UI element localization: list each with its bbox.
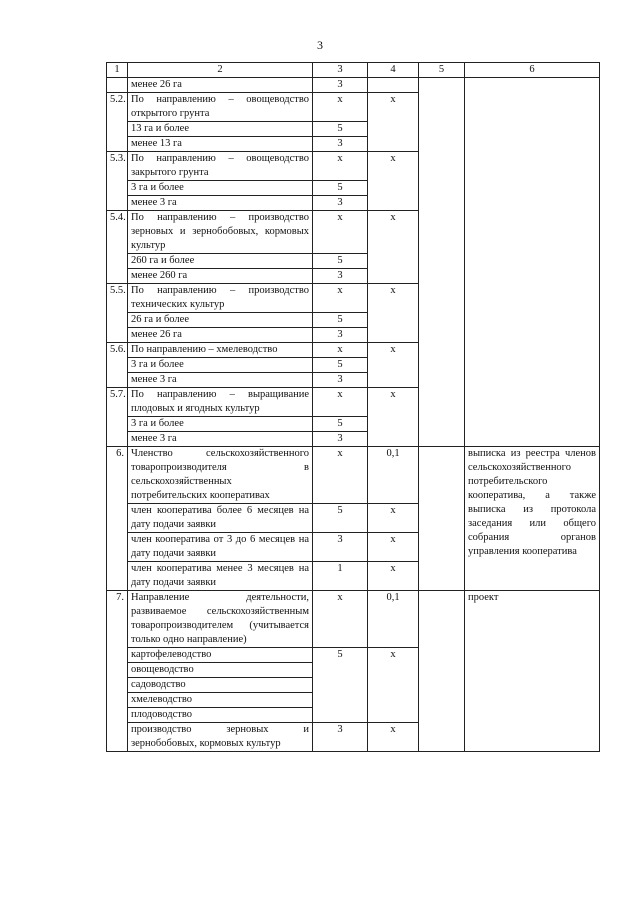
criterion-text: член кооператива более 6 месяцев на дату подачи заявки bbox=[128, 504, 313, 533]
criterion-text: менее 3 га bbox=[128, 196, 313, 211]
score-cell: 3 bbox=[313, 78, 368, 93]
criterion-text: менее 260 га bbox=[128, 269, 313, 284]
document-cell: проект bbox=[465, 591, 600, 752]
score-cell: х bbox=[313, 211, 368, 254]
item-number: 5.7. bbox=[107, 388, 128, 447]
column-5-cell bbox=[419, 78, 465, 447]
item-number: 5.4. bbox=[107, 211, 128, 284]
criterion-text: менее 3 га bbox=[128, 373, 313, 388]
score-cell: х bbox=[313, 591, 368, 648]
criterion-text: По направлению – выращивание плодовых и ягодных культур bbox=[128, 388, 313, 417]
weight-cell: х bbox=[368, 284, 419, 343]
score-cell: 3 bbox=[313, 533, 368, 562]
criterion-text: член кооператива менее 3 месяцев на дату подачи заявки bbox=[128, 562, 313, 591]
score-cell: 3 bbox=[313, 723, 368, 752]
item-number bbox=[107, 78, 128, 93]
weight-cell: 0,1 bbox=[368, 447, 419, 504]
criterion-text: 13 га и более bbox=[128, 122, 313, 137]
criterion-text: 3 га и более bbox=[128, 358, 313, 373]
criterion-text: менее 13 га bbox=[128, 137, 313, 152]
weight-cell: х bbox=[368, 343, 419, 388]
header-cell: 6 bbox=[465, 63, 600, 78]
criterion-text: хмелеводство bbox=[128, 693, 313, 708]
score-cell: 5 bbox=[313, 648, 368, 723]
criterion-text: производство зерновых и зернобобовых, кормовых культур bbox=[128, 723, 313, 752]
score-cell: 3 bbox=[313, 137, 368, 152]
score-cell: х bbox=[313, 284, 368, 313]
score-cell: 3 bbox=[313, 432, 368, 447]
criteria-table bbox=[106, 62, 600, 752]
criterion-text: По направлению – производство технических культур bbox=[128, 284, 313, 313]
criterion-text: овощеводство bbox=[128, 663, 313, 678]
item-number: 7. bbox=[107, 591, 128, 752]
score-cell: 5 bbox=[313, 417, 368, 432]
score-cell: 5 bbox=[313, 358, 368, 373]
item-number: 6. bbox=[107, 447, 128, 591]
criterion-text: По направлению – овощеводство открытого грунта bbox=[128, 93, 313, 122]
score-cell: х bbox=[313, 343, 368, 358]
weight-cell: х bbox=[368, 388, 419, 447]
criterion-text: По направлению – овощеводство закрытого грунта bbox=[128, 152, 313, 181]
criterion-text: 26 га и более bbox=[128, 313, 313, 328]
score-cell: х bbox=[313, 388, 368, 417]
header-cell: 4 bbox=[368, 63, 419, 78]
criterion-text: По направлению – хмелеводство bbox=[128, 343, 313, 358]
header-cell: 2 bbox=[128, 63, 313, 78]
weight-cell: 0,1 bbox=[368, 591, 419, 648]
weight-cell: х bbox=[368, 152, 419, 211]
score-cell: 5 bbox=[313, 122, 368, 137]
criterion-text: По направлению – производство зерновых и зернобобовых, кормовых культур bbox=[128, 211, 313, 254]
score-cell: х bbox=[313, 93, 368, 122]
score-cell: 3 bbox=[313, 328, 368, 343]
criterion-text: Направление деятельности, развиваемое сельскохозяйственным товаропроизводителем (учитывается только одно направление) bbox=[128, 591, 313, 648]
table-row bbox=[107, 591, 600, 648]
header-cell: 5 bbox=[419, 63, 465, 78]
item-number: 5.2. bbox=[107, 93, 128, 152]
score-cell: х bbox=[313, 152, 368, 181]
criterion-text: 3 га и более bbox=[128, 417, 313, 432]
item-number: 5.6. bbox=[107, 343, 128, 388]
criterion-text: 3 га и более bbox=[128, 181, 313, 196]
criterion-text: плодоводство bbox=[128, 708, 313, 723]
score-cell: 5 bbox=[313, 504, 368, 533]
criterion-text: 260 га и более bbox=[128, 254, 313, 269]
table-header-row bbox=[107, 63, 600, 78]
score-cell: 3 bbox=[313, 269, 368, 284]
criterion-text: картофелеводство bbox=[128, 648, 313, 663]
page-number: 3 bbox=[317, 38, 323, 52]
score-cell: 3 bbox=[313, 196, 368, 211]
weight-cell: х bbox=[368, 562, 419, 591]
score-cell: 3 bbox=[313, 373, 368, 388]
criterion-text: садоводство bbox=[128, 678, 313, 693]
criterion-text: менее 26 га bbox=[128, 78, 313, 93]
score-cell: х bbox=[313, 447, 368, 504]
table-row bbox=[107, 78, 600, 93]
document-cell: выписка из реестра членов сельскохозяйственного потребительского кооператива, а также выписка из протокола заседания или общего собрания органов управления кооператива bbox=[465, 447, 600, 591]
weight-cell: х bbox=[368, 533, 419, 562]
weight-cell bbox=[368, 78, 419, 93]
table-row bbox=[107, 447, 600, 504]
weight-cell: х bbox=[368, 648, 419, 723]
column-5-cell bbox=[419, 447, 465, 591]
header-cell: 1 bbox=[107, 63, 128, 78]
document-cell bbox=[465, 78, 600, 447]
criterion-text: менее 26 га bbox=[128, 328, 313, 343]
criterion-text: Членство сельскохозяйственного товаропроизводителя в сельскохозяйственных потребительских кооперативах bbox=[128, 447, 313, 504]
score-cell: 5 bbox=[313, 181, 368, 196]
weight-cell: х bbox=[368, 93, 419, 152]
criterion-text: член кооператива от 3 до 6 месяцев на дату подачи заявки bbox=[128, 533, 313, 562]
score-cell: 5 bbox=[313, 313, 368, 328]
column-5-cell bbox=[419, 591, 465, 752]
criterion-text: менее 3 га bbox=[128, 432, 313, 447]
weight-cell: х bbox=[368, 504, 419, 533]
item-number: 5.3. bbox=[107, 152, 128, 211]
item-number: 5.5. bbox=[107, 284, 128, 343]
weight-cell: х bbox=[368, 211, 419, 284]
score-cell: 5 bbox=[313, 254, 368, 269]
score-cell: 1 bbox=[313, 562, 368, 591]
weight-cell: х bbox=[368, 723, 419, 752]
header-cell: 3 bbox=[313, 63, 368, 78]
